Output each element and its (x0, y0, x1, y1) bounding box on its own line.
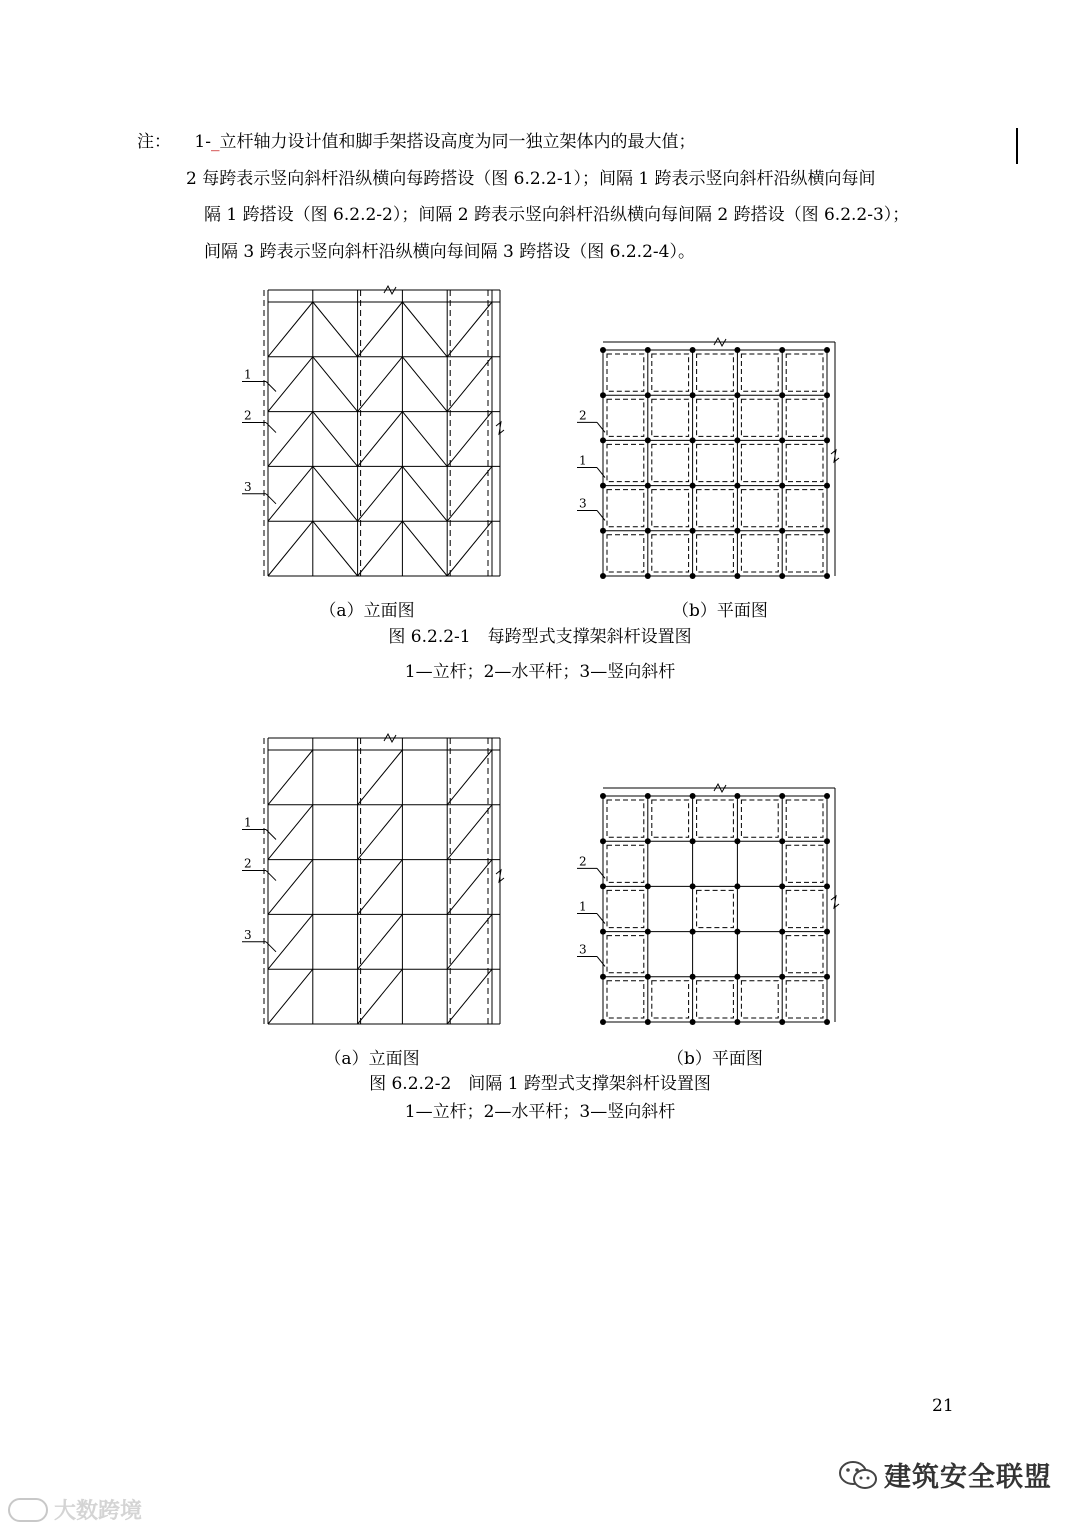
post-node (734, 793, 740, 799)
diagonal-brace-plan (697, 981, 734, 1018)
post-node (600, 1019, 606, 1025)
leader-line (597, 914, 605, 924)
diagonal-brace-plan (652, 981, 689, 1018)
note-1-number: 1- (194, 132, 211, 152)
label-1: 1 (244, 815, 252, 830)
leader-line (597, 422, 605, 432)
figure-2-elevation-drawing (230, 726, 530, 1031)
diagonal-brace-plan (607, 399, 644, 436)
post-node (645, 347, 651, 353)
post-node (734, 573, 740, 579)
figure-2-legend: 1—立杆；2—水平杆；3—竖向斜杆 (404, 1102, 676, 1122)
post-node (690, 483, 696, 489)
post-node (734, 483, 740, 489)
margin-bar (1016, 128, 1018, 164)
post-node (645, 974, 651, 980)
diagonal-brace-plan (652, 535, 689, 572)
diagonal-brace-plan (786, 981, 823, 1018)
diagonal-brace (358, 521, 403, 576)
post-node (779, 483, 785, 489)
post-node (600, 929, 606, 935)
diagonal-brace (268, 466, 313, 521)
post-node (824, 929, 830, 935)
note-2-line-2: 隔 1 跨搭设（图 6.2.2-2）；间隔 2 跨表示竖向斜杆沿纵横向每间隔 2 跨搭设（图 6.2.2-3）； (204, 205, 910, 225)
post-node (734, 1019, 740, 1025)
post-node (645, 1019, 651, 1025)
diagonal-brace-plan (786, 354, 823, 391)
post-node (690, 347, 696, 353)
note-2-line-3: 间隔 3 跨表示竖向斜杆沿纵横向每间隔 3 跨搭设（图 6.2.2-4）。 (204, 242, 695, 262)
diagonal-brace-plan (786, 890, 823, 927)
post-node (779, 929, 785, 935)
post-node (690, 883, 696, 889)
figure-2-subcaption-b: （b）平面图 (667, 1049, 763, 1069)
post-node (600, 528, 606, 534)
post-node (824, 392, 830, 398)
post-node (600, 483, 606, 489)
leader-line (597, 868, 605, 878)
diagonal-brace-plan (786, 490, 823, 527)
wechat-icon (838, 1459, 878, 1491)
note-1 (137, 130, 695, 154)
diagonal-brace-plan (607, 845, 644, 882)
post-node (779, 1019, 785, 1025)
leader-line (597, 510, 605, 520)
figure-1-subcaption-a: （a）立面图 (319, 601, 415, 621)
post-node (734, 347, 740, 353)
figure-2-plan-drawing (565, 782, 855, 1032)
diagonal-brace-plan (741, 354, 778, 391)
diagonal-brace-plan (786, 800, 823, 837)
post-node (645, 483, 651, 489)
post-node (734, 528, 740, 534)
figure-1-plan-drawing (565, 336, 855, 586)
label-3: 3 (244, 927, 252, 942)
diagonal-brace-plan (652, 354, 689, 391)
label-1: 1 (244, 367, 252, 382)
diagonal-brace-plan (786, 936, 823, 973)
diagonal-brace (447, 805, 492, 860)
diagonal-brace-plan (607, 800, 644, 837)
diagonal-brace (402, 521, 447, 576)
post-node (779, 793, 785, 799)
diagonal-brace-plan (607, 490, 644, 527)
post-node (600, 793, 606, 799)
diagonal-brace (402, 466, 447, 521)
post-node (734, 929, 740, 935)
diagonal-brace-plan (697, 354, 734, 391)
diagonal-brace-plan (741, 399, 778, 436)
label-1: 1 (579, 899, 587, 914)
diagonal-brace (358, 860, 403, 915)
label-2: 2 (244, 856, 252, 871)
post-node (690, 793, 696, 799)
diagonal-brace (268, 357, 313, 412)
diagonal-brace-plan (652, 800, 689, 837)
diagonal-brace (402, 302, 447, 357)
post-node (824, 1019, 830, 1025)
diagonal-brace (358, 466, 403, 521)
post-node (600, 392, 606, 398)
diagonal-brace-plan (697, 490, 734, 527)
post-node (690, 528, 696, 534)
post-node (779, 974, 785, 980)
label-3: 3 (579, 496, 587, 511)
diagonal-brace (268, 302, 313, 357)
post-node (690, 1019, 696, 1025)
diagonal-brace (447, 914, 492, 969)
diagonal-brace (447, 860, 492, 915)
diagonal-brace (447, 750, 492, 805)
watermark-right (838, 1455, 1052, 1494)
diagonal-brace-plan (741, 800, 778, 837)
diagonal-brace-plan (786, 535, 823, 572)
diagonal-brace-plan (607, 444, 644, 481)
note-2-line-1: 2 每跨表示竖向斜杆沿纵横向每跨搭设（图 6.2.2-1）；间隔 1 跨表示竖向斜杆沿纵横向每间 (186, 169, 876, 189)
break-mark-top (714, 784, 726, 792)
post-node (645, 838, 651, 844)
diagonal-brace (268, 914, 313, 969)
diagonal-brace (313, 357, 358, 412)
diagonal-brace-plan (652, 444, 689, 481)
diagonal-brace (447, 521, 492, 576)
diagonal-brace (358, 412, 403, 467)
diagonal-brace-plan (607, 354, 644, 391)
note-1-text: 立杆轴力设计值和脚手架搭设高度为同一独立架体内的最大值； (219, 132, 696, 152)
diagonal-brace (313, 521, 358, 576)
post-node (600, 838, 606, 844)
label-3: 3 (579, 942, 587, 957)
diagonal-brace (447, 357, 492, 412)
post-node (779, 528, 785, 534)
post-node (645, 437, 651, 443)
watermark-left (8, 1494, 142, 1525)
post-node (734, 883, 740, 889)
diagonal-brace (447, 969, 492, 1024)
break-mark-top (384, 286, 396, 294)
diagonal-brace (358, 969, 403, 1024)
diagonal-brace-plan (607, 890, 644, 927)
diagonal-brace (268, 969, 313, 1024)
diagonal-brace-plan (697, 800, 734, 837)
post-node (600, 883, 606, 889)
diagonal-brace-plan (697, 399, 734, 436)
post-node (645, 573, 651, 579)
post-node (824, 883, 830, 889)
diagonal-brace (447, 466, 492, 521)
post-node (645, 528, 651, 534)
figure-1-subcaption-b: （b）平面图 (672, 601, 768, 621)
diagonal-brace (358, 750, 403, 805)
figure-1-elevation-drawing (230, 278, 530, 583)
post-node (645, 883, 651, 889)
post-node (690, 573, 696, 579)
figure-2-subcaption-a: （a）立面图 (324, 1049, 420, 1069)
post-node (734, 974, 740, 980)
post-node (824, 974, 830, 980)
post-node (690, 392, 696, 398)
diagonal-brace (313, 466, 358, 521)
leader-line (597, 468, 605, 478)
post-node (779, 838, 785, 844)
diagonal-brace-plan (786, 399, 823, 436)
diagonal-brace-plan (652, 399, 689, 436)
post-node (824, 573, 830, 579)
diagonal-brace-plan (786, 845, 823, 882)
post-node (824, 437, 830, 443)
diagonal-brace (313, 302, 358, 357)
diagonal-brace (447, 412, 492, 467)
note-1-mark: _ (210, 132, 220, 152)
post-node (824, 347, 830, 353)
watermark-left-text: 大数跨境 (54, 1499, 143, 1524)
diagonal-brace-plan (652, 490, 689, 527)
post-node (779, 347, 785, 353)
diagonal-brace-plan (741, 535, 778, 572)
label-3: 3 (244, 479, 252, 494)
post-node (824, 483, 830, 489)
post-node (645, 392, 651, 398)
label-2: 2 (244, 408, 252, 423)
post-node (734, 838, 740, 844)
post-node (734, 392, 740, 398)
diagonal-brace (268, 750, 313, 805)
post-node (779, 573, 785, 579)
figure-2-title: 图 6.2.2-2 间隔 1 跨型式支撑架斜杆设置图 (369, 1074, 711, 1094)
post-node (690, 929, 696, 935)
logo-icon (8, 1498, 48, 1522)
diagonal-brace-plan (607, 936, 644, 973)
diagonal-brace (268, 860, 313, 915)
post-node (779, 437, 785, 443)
label-1: 1 (579, 453, 587, 468)
diagonal-brace (447, 302, 492, 357)
diagonal-brace-plan (697, 890, 734, 927)
diagonal-brace (268, 521, 313, 576)
post-node (690, 838, 696, 844)
post-node (600, 573, 606, 579)
post-node (600, 974, 606, 980)
leader-line (597, 956, 605, 966)
post-node (600, 347, 606, 353)
diagonal-brace-plan (607, 981, 644, 1018)
watermark-right-text: 建筑安全联盟 (884, 1462, 1052, 1493)
diagonal-brace (268, 805, 313, 860)
diagonal-brace (313, 412, 358, 467)
diagonal-brace-plan (741, 490, 778, 527)
diagonal-brace (358, 805, 403, 860)
diagonal-brace-plan (741, 444, 778, 481)
diagonal-brace-plan (741, 981, 778, 1018)
diagonal-brace (358, 357, 403, 412)
diagonal-brace-plan (697, 444, 734, 481)
post-node (824, 793, 830, 799)
post-node (824, 838, 830, 844)
post-node (779, 392, 785, 398)
post-node (645, 929, 651, 935)
post-node (600, 437, 606, 443)
page-number: 21 (932, 1396, 954, 1416)
post-node (824, 528, 830, 534)
note-prefix: 注： (137, 132, 171, 152)
post-node (779, 883, 785, 889)
diagonal-brace (358, 914, 403, 969)
figure-1-title: 图 6.2.2-1 每跨型式支撑架斜杆设置图 (388, 627, 692, 647)
label-2: 2 (579, 408, 587, 423)
label-2: 2 (579, 854, 587, 869)
break-mark-top (384, 734, 396, 742)
diagonal-brace (402, 412, 447, 467)
figure-1-legend: 1—立杆；2—水平杆；3—竖向斜杆 (404, 662, 676, 682)
post-node (690, 437, 696, 443)
diagonal-brace-plan (697, 535, 734, 572)
diagonal-brace (268, 412, 313, 467)
post-node (734, 437, 740, 443)
post-node (645, 793, 651, 799)
break-mark-top (714, 338, 726, 346)
diagonal-brace-plan (607, 535, 644, 572)
diagonal-brace (358, 302, 403, 357)
diagonal-brace (402, 357, 447, 412)
post-node (690, 974, 696, 980)
diagonal-brace-plan (786, 444, 823, 481)
